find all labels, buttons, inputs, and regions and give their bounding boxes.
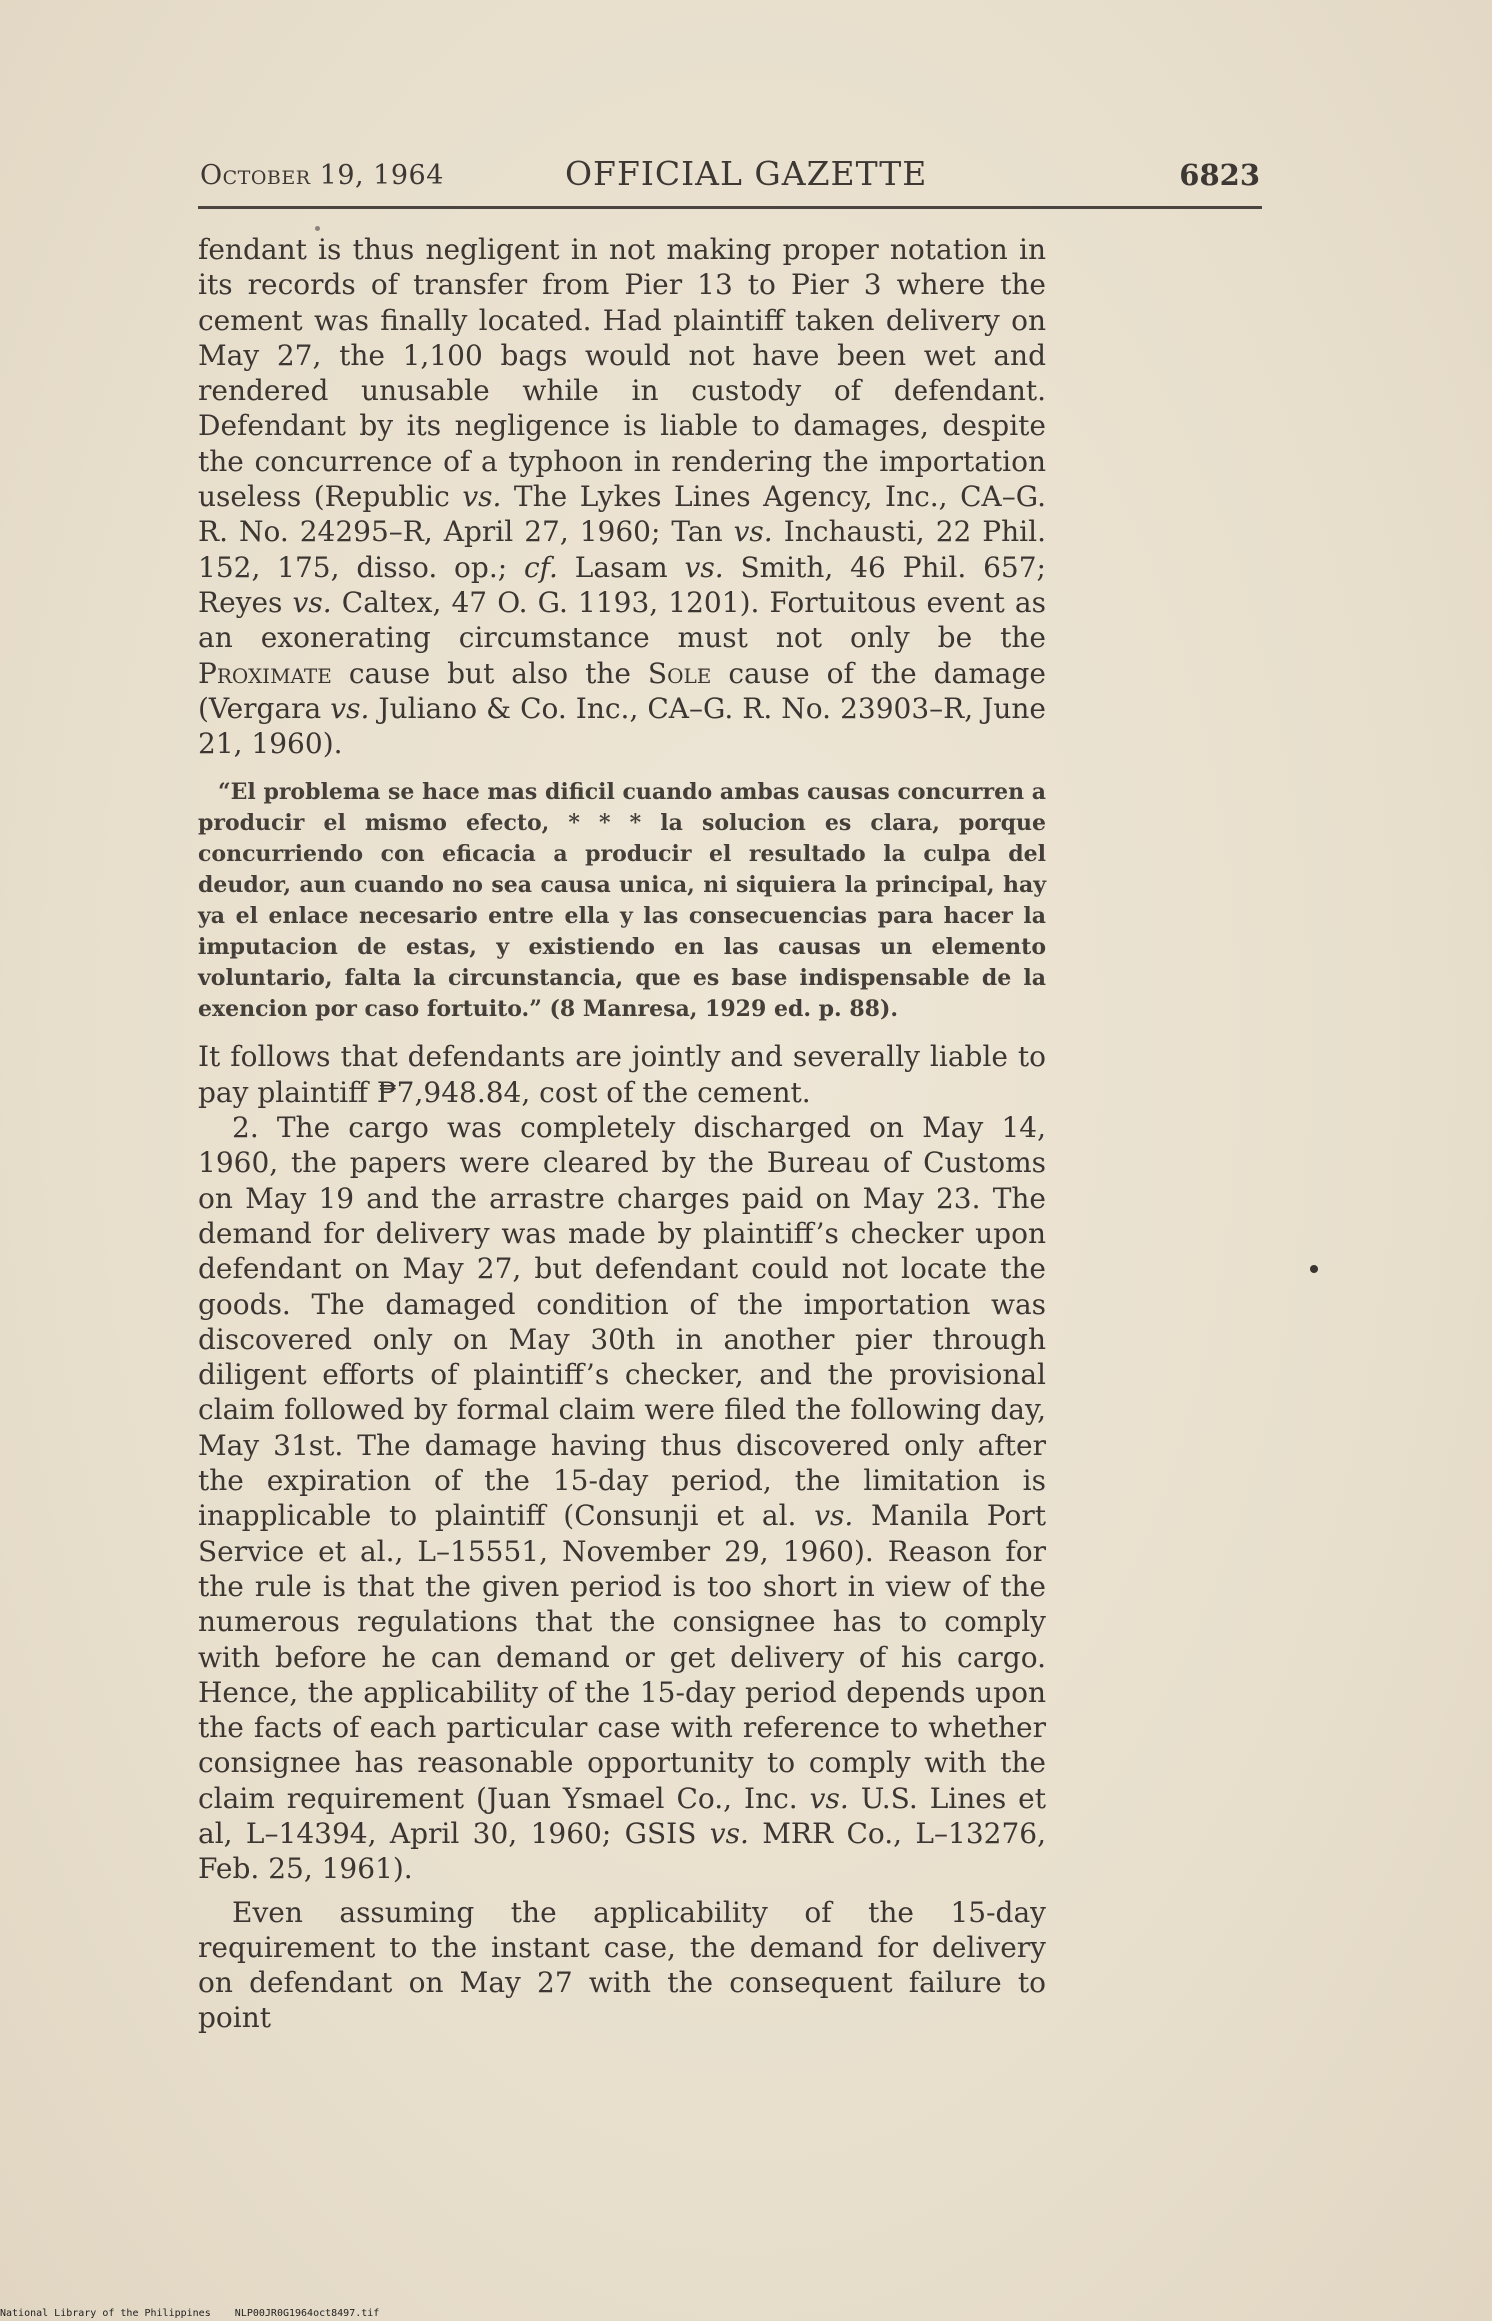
ink-speck: [315, 226, 320, 231]
paragraph-liability: It follows that defendants are jointly and severally liable to pay plaintiff ₱7,948.84, cost of the cement.: [198, 1040, 1046, 1109]
header-page-number: 6823: [1179, 158, 1260, 192]
header-rule: [198, 206, 1262, 209]
header-date: October 19, 1964: [200, 160, 444, 191]
header-title: OFFICIAL GAZETTE: [565, 154, 928, 193]
block-quote-manresa: “El problema se hace mas dificil cuando ambas causas concurren a producir el mismo efecto, * * * la solucion es clara, porque concurriendo con eficacia a producir el resultado la culpa del deudor, aun cuando no sea causa unica, ni siquiera la principal, hay ya el enlace necesario entre ella y las consecuencias para hacer la imputacion de estas, y existiendo en las causas un elemento voluntario, falta la circunstancia, que es base indispensable de la exencion por caso fortuito.” (8 Manresa, 1929 ed. p. 88).: [198, 779, 1046, 1023]
ink-speck: [1310, 1265, 1318, 1273]
page-header: [200, 150, 1260, 200]
paragraph-15-day-requirement: Even assuming the applicability of the 15-day requirement to the instant case, the demand for delivery on defendant on May 27 with the consequent failure to point: [198, 1895, 1046, 2035]
paragraph-negligence: fendant is thus negligent in not making proper notation in its records of transfer from Pier 13 to Pier 3 where the cement was finally located. Had plaintiff taken delivery on May 27, the 1,100 bags would not have been wet and rendered unusable while in custody of defendant. Defendant by its negligence is liable to damages, despite the concurrence of a typhoon in rendering the importation useless (Republic vs. The Lykes Lines Agency, Inc., CA–G. R. No. 24295–R, April 27, 1960; Tan vs. Inchausti, 22 Phil. 152, 175, disso. op.; cf. Lasam vs. Smith, 46 Phil. 657; Reyes vs. Caltex, 47 O. G. 1193, 1201). Fortuitous event as an exonerating circumstance must not only be the Proximate cause but also the Sole cause of the damage (Vergara vs. Juliano & Co. Inc., CA–G. R. No. 23903–R, June 21, 1960).: [198, 233, 1047, 761]
paragraph-cargo-discharge: 2. The cargo was completely discharged on May 14, 1960, the papers were cleared by the Bureau of Customs on May 19 and the arrastre charges paid on May 23. The demand for delivery was made by plaintiff’s checker upon defendant on May 27, but defendant could not locate the goods. The damaged condition of the importation was discovered only on May 30th in another pier through diligent efforts of plaintiff’s checker, and the provisional claim followed by formal claim were filed the following day, May 31st. The damage having thus discovered only after the expiration of the 15-day period, the limitation is inapplicable to plaintiff (Consunji et al. vs. Manila Port Service et al., L–15551, November 29, 1960). Reason for the rule is that the given period is too short in view of the numerous regulations that the consignee has to comply with before he can demand or get delivery of his cargo. Hence, the applicability of the 15-day period depends upon the facts of each particular case with reference to whether consignee has reasonable opportunity to comply with the claim requirement (Juan Ysmael Co., Inc. vs. U.S. Lines et al, L–14394, April 30, 1960; GSIS vs. MRR Co., L–13276, Feb. 25, 1961).: [198, 1111, 1046, 1886]
body-text: [198, 232, 1046, 2036]
scan-footer: National Library of the Philippines NLP00JR0G1964oct8497.tif: [0, 2308, 380, 2319]
